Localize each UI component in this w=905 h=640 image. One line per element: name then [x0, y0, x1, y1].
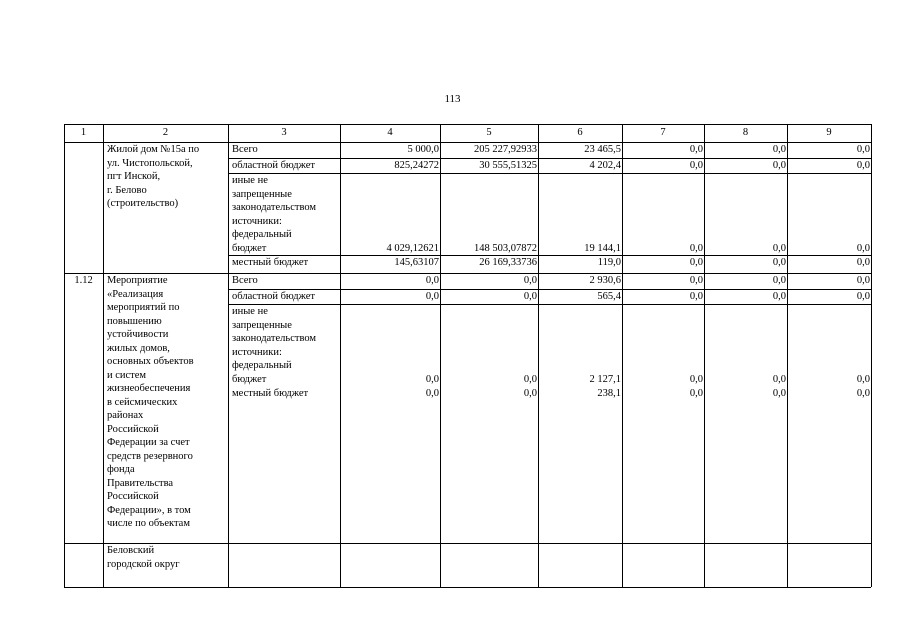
row-label-other: иные не [232, 175, 268, 186]
value-regional-col7: 0,0 [689, 290, 703, 302]
row-name-line: устойчивости [107, 329, 169, 340]
column-header-8: 8 [742, 127, 749, 138]
row-label-other: законодательством [232, 333, 317, 344]
row-label-total: Всего [232, 275, 258, 286]
row-label-other: источники: [232, 215, 282, 227]
column-header-2: 2 [162, 127, 169, 138]
table-rule [64, 543, 871, 544]
value-total-col9: 0,0 [856, 144, 870, 155]
row-name-line: и систем [107, 369, 147, 381]
row-label-total: Всего [232, 144, 258, 155]
row-name-line: Правительства [107, 477, 174, 489]
value-total-col7: 0,0 [689, 144, 703, 155]
row-label-other: иные не [232, 306, 268, 317]
column-rule [622, 124, 623, 587]
value-federal-col7: 0,0 [689, 242, 703, 254]
row-name-line: Мероприятие [107, 275, 168, 286]
column-header-1: 1 [80, 127, 87, 138]
value-local-col9: 0,0 [856, 388, 870, 399]
row-label-local: местный бюджет [232, 388, 309, 399]
row-name-line: Российской [107, 423, 159, 435]
row-name-line: пгт Инской, [107, 171, 161, 182]
row-label-other: законодательством [232, 202, 317, 213]
column-rule [538, 124, 539, 587]
value-local-col6: 119,0 [597, 257, 621, 268]
row-label-other: федеральный [232, 360, 292, 371]
value-federal-col8: 0,0 [772, 373, 786, 385]
value-regional-col5: 30 555,51325 [479, 159, 537, 171]
row-rule [228, 304, 871, 305]
row-name-line: средств резервного [107, 450, 193, 462]
column-header-4: 4 [387, 127, 393, 138]
page-number: 113 [444, 93, 461, 105]
row-name-line: городской округ [107, 558, 180, 570]
value-total-col4: 0,0 [425, 275, 439, 286]
value-local-col5: 0,0 [523, 388, 537, 399]
row-label-other: источники: [232, 346, 282, 358]
row-name-line: в сейсмических [107, 396, 178, 408]
column-header-7: 7 [660, 127, 666, 138]
row-name-line: Жилой дом №15а по [107, 144, 200, 155]
value-local-col6: 238,1 [597, 388, 621, 399]
row-name-line: Федерации за счет [107, 437, 190, 448]
column-rule [787, 124, 788, 587]
column-rule [871, 124, 872, 587]
value-total-col9: 0,0 [856, 275, 870, 286]
value-total-col4: 5 000,0 [407, 144, 439, 155]
row-name-line: жилых домов, [107, 342, 170, 354]
row-name-line: основных объектов [107, 356, 194, 367]
value-federal-col5: 148 503,07872 [474, 242, 537, 254]
value-local-col4: 0,0 [425, 388, 439, 399]
row-label-other: федеральный [232, 229, 292, 240]
column-rule [440, 124, 441, 587]
value-federal-col7: 0,0 [689, 373, 703, 385]
value-regional-col4: 825,24272 [394, 159, 439, 171]
value-federal-col5: 0,0 [523, 373, 537, 385]
column-header-5: 5 [486, 127, 492, 138]
row-index: 1.12 [74, 275, 93, 286]
value-federal-col8: 0,0 [772, 242, 786, 254]
row-rule [228, 173, 871, 174]
row-name-line: числе по объектам [107, 518, 190, 529]
value-regional-col6: 565,4 [597, 290, 621, 302]
row-name-line: жизнеобеспечения [107, 383, 191, 394]
value-local-col4: 145,63107 [394, 257, 439, 268]
value-total-col5: 205 227,92933 [474, 144, 537, 155]
column-header-9: 9 [826, 127, 832, 138]
value-federal-col6: 19 144,1 [584, 242, 621, 254]
value-federal-col9: 0,0 [856, 373, 870, 385]
value-regional-col5: 0,0 [523, 290, 537, 302]
value-federal-col4: 0,0 [425, 373, 439, 385]
value-regional-col8: 0,0 [772, 159, 786, 171]
value-total-col8: 0,0 [772, 275, 786, 286]
value-total-col6: 2 930,6 [589, 275, 621, 286]
value-total-col7: 0,0 [689, 275, 703, 286]
value-regional-col8: 0,0 [772, 290, 786, 302]
row-label-regional: областной бюджет [232, 159, 315, 171]
value-regional-col4: 0,0 [425, 290, 439, 302]
row-rule [228, 255, 871, 256]
row-name-line: фонда [107, 464, 135, 475]
value-local-col9: 0,0 [856, 257, 870, 268]
column-rule [228, 124, 229, 587]
column-rule [340, 124, 341, 587]
row-label-federal: бюджет [232, 242, 267, 254]
row-name-line: Федерации», в том [107, 504, 191, 516]
column-rule [103, 124, 104, 587]
value-local-col8: 0,0 [772, 257, 786, 268]
row-name-line: повышению [107, 315, 162, 327]
row-name-line: мероприятий по [107, 302, 180, 313]
value-regional-col6: 4 202,4 [589, 159, 621, 171]
value-local-col5: 26 169,33736 [479, 257, 537, 268]
row-label-local: местный бюджет [232, 257, 309, 268]
column-rule [704, 124, 705, 587]
row-name-line: Российской [107, 491, 159, 502]
row-label-regional: областной бюджет [232, 290, 315, 302]
row-name-line: ул. Чистопольской, [107, 157, 193, 169]
value-local-col7: 0,0 [689, 257, 703, 268]
value-regional-col9: 0,0 [856, 159, 870, 171]
row-name-line: «Реализация [107, 288, 164, 300]
value-total-col8: 0,0 [772, 144, 786, 155]
value-local-col7: 0,0 [689, 388, 703, 399]
value-federal-col4: 4 029,12621 [386, 242, 439, 254]
row-label-federal: бюджет [232, 373, 267, 385]
value-total-col5: 0,0 [523, 275, 537, 286]
value-regional-col9: 0,0 [856, 290, 870, 302]
row-label-other: запрещенные [232, 188, 292, 200]
table-rule [64, 587, 871, 588]
row-name-line: г. Белово [107, 184, 147, 196]
value-federal-col9: 0,0 [856, 242, 870, 254]
column-header-3: 3 [281, 127, 287, 138]
column-rule [64, 124, 65, 587]
value-federal-col6: 2 127,1 [589, 373, 621, 385]
value-total-col6: 23 465,5 [584, 144, 621, 155]
table-rule [64, 124, 871, 125]
column-header-6: 6 [577, 127, 583, 138]
value-regional-col7: 0,0 [689, 159, 703, 171]
row-name-line: Беловский [107, 545, 155, 556]
value-local-col8: 0,0 [772, 388, 786, 399]
row-name-line: районах [107, 410, 144, 421]
row-label-other: запрещенные [232, 319, 292, 331]
row-name-line: (строительство) [107, 198, 179, 209]
